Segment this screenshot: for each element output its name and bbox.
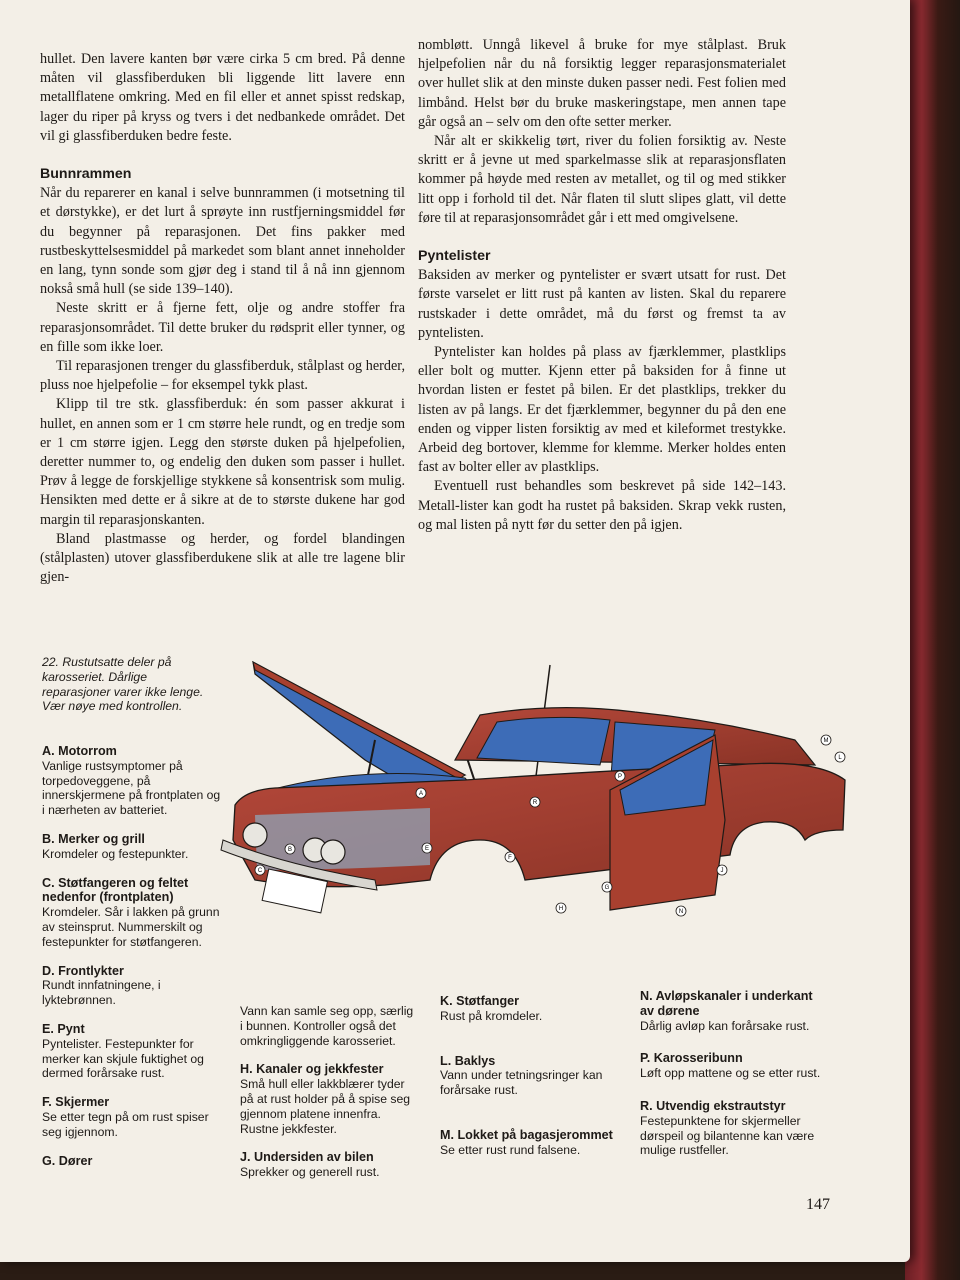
paragraph: Bland plastmasse og herder, og fordel blandingen (stålplasten) utover glassfiberdukene slik at alle tre lagene blir gjen-	[40, 530, 405, 586]
paragraph: Pyntelister kan holdes på plass av fjærklemmer, plastklips eller bolt og mutter. Kjenn etter på baksiden for å finne ut hvordan listen er festet på bilen. Er det plastklips, trekker du listen av på langs. Er det fjærklemmer, begynner du på den ene enden og vipper listen forsiktig av med et kileformet trestykke. Arbeid deg bortover, klemme for klemme. Merker holdes enten fast av bolter eller av plastklips.	[418, 344, 786, 476]
svg-text:B: B	[287, 847, 293, 853]
paragraph: Når alt er skikkelig tørt, river du folien forsiktig av. Neste skritt er å jevne ut med sparkelmasse slik at reparasjonsflaten kommer på høyde med resten av metallet, og til og med stikker litt opp i forhold til det. Når flaten til slutt slipes glatt, vil dette føre til at reparasjonsområdet går i ett med omgivelsene.	[418, 133, 786, 226]
label-p: P. Karosseribunn Løft opp mattene og se etter rust.	[640, 1051, 821, 1081]
paragraph: nombløtt. Unngå likevel å bruke for mye stålplast. Bruk hjelpefolien når du nå forsiktig legger reparasjonsmaterialet over hullet slik at den minste duken passer nedi. Fest folien med limbånd. Helst bør du bruke maskeringstape, men annen tape går også an – selv om den ofte setter merker.	[418, 37, 786, 130]
label-d: D. Frontlykter Rundt innfatningene, i lyktebrønnen.	[42, 963, 161, 1008]
svg-text:M: M	[823, 738, 829, 744]
label-e: E. Pynt Pyntelister. Festepunkter for merker kan skjule fuktighet og dermed forårsake rust.	[42, 1021, 204, 1081]
svg-text:A: A	[418, 791, 424, 797]
windscreen	[477, 717, 610, 765]
label-c: C. Støtfangeren og feltet nedenfor (frontplaten) Kromdeler. Sår i lakken på grunn av steinsprut. Nummerskilt og festepunkter for støtfangeren.	[42, 875, 220, 949]
label-f: F. Skjermer Se etter tegn på om rust spiser seg igjennom.	[42, 1095, 209, 1139]
label-m: M. Lokket på bagasjerommet Se etter rust rund falsene.	[440, 1127, 613, 1157]
paragraph: Klipp til tre stk. glassfiberduk: én som passer akkurat i hullet, en annen som er 1 cm større hele rundt, og en tredje som er 1 cm større igjen. Legg den største duken på hjelpefolien, deretter nummer to, og endelig den duken som passer i hullet. Prøv å legge de forskjellige stykkene så konsentrisk som mulig. Hensikten med dette er å sikre at de to største dukene har god margin til reparasjonskanten.	[40, 396, 405, 528]
label-l: L. Baklys Vann under tetningsringer kan forårsake rust.	[440, 1053, 603, 1098]
label-h: H. Kanaler og jekkfester Små hull eller lakkblærer tyder på at rust holder på å spise seg gjennom platene innenfra. Rustne jekkfester.	[240, 1062, 411, 1136]
figure-caption: 22. Rustutsatte deler på karosseriet. Dårlige reparasjoner varer ikke lenge. Vær nøye med kontrollen.	[42, 655, 204, 714]
labels-column-2	[240, 1004, 415, 1194]
book-cover-edge	[905, 0, 960, 1280]
section-heading-bunnrammen: Bunnrammen	[40, 166, 132, 183]
right-text-column	[418, 36, 786, 535]
label-g-title: G. Dører	[42, 1153, 93, 1168]
paragraph: Baksiden av merker og pyntelister er svært utsatt for rust. Det første varselet er litt rust på kanten av listen. Skal du reparere rustskader i dette området, må du først og fremst ta av pyntelisten.	[418, 267, 786, 341]
label-n: N. Avløpskanaler i underkant av dørene Dårlig avløp kan forårsake rust.	[640, 989, 813, 1033]
paragraph: Når du reparerer en kanal i selve bunnrammen (i motsetning til et dørstykke), er det lurt å sprøyte inn rustfjerningsmiddel før du begynner på reparasjonen. Det fins pakker med rustbeskyttelsesmiddel på markedet som blant annet inneholder en lang, tynn sonde som gjør deg i stand til å nå inn gjennom nokså små hull (se side 139–140).	[40, 185, 405, 298]
headlight-icon	[321, 840, 345, 864]
svg-text:R: R	[532, 800, 538, 806]
label-r: R. Utvendig ekstrautstyr Festepunktene for skjermeller dørspeil og bilantenne kan være mulige rustfeller.	[640, 1098, 815, 1158]
label-g-text: Vann kan samle seg opp, særlig i bunnen. Kontroller også det omkringliggende karosseriet.	[240, 1004, 414, 1048]
paragraph: Eventuell rust behandles som beskrevet på side 142–143. Metall-lister kan godt ha rustet på baksiden. Skrap vekk rusten, og mal listen på nytt før du setter den på igjen.	[418, 478, 786, 533]
section-heading-pyntelister: Pyntelister	[418, 248, 491, 265]
label-b: B. Merker og grill Kromdeler og festepunkter.	[42, 831, 189, 861]
svg-text:E: E	[424, 846, 430, 852]
label-a: A. Motorrom Vanlige rustsymptomer på torpedoveggene, på innerskjermene på frontplaten og i nærheten av batteriet.	[42, 744, 221, 818]
label-k: K. Støtfanger Rust på kromdeler.	[440, 994, 543, 1023]
left-text-column	[40, 50, 405, 587]
headlight-icon	[243, 823, 267, 847]
paragraph: hullet. Den lavere kanten bør være cirka 5 cm bred. På denne måten vil glassfiberduken bli liggende litt lavere enn metallflatene omkring. Med en fil eller et annet spisst redskap, lager du riper på kryss og tvers i det nedbankede området. Det vil gi glassfiberduken bedre feste.	[40, 51, 405, 144]
svg-text:N: N	[678, 909, 684, 915]
svg-text:P: P	[617, 774, 623, 780]
svg-text:L: L	[838, 755, 842, 761]
paragraph: Til reparasjonen trenger du glassfiberduk, stålplast og herder, pluss noe hjelpefolie – for eksempel tykk plast.	[40, 358, 405, 394]
svg-text:J: J	[720, 868, 724, 874]
svg-text:G: G	[604, 885, 610, 891]
labels-column-4	[640, 989, 825, 1172]
label-j: J. Undersiden av bilen Sprekker og generell rust.	[240, 1150, 380, 1180]
svg-text:F: F	[508, 855, 512, 861]
car-rust-illustration	[215, 640, 870, 940]
svg-text:C: C	[257, 868, 263, 874]
bonnet-edge	[253, 662, 465, 779]
paragraph: Neste skritt er å fjerne fett, olje og andre stoffer fra reparasjonsområdet. Til dette bruker du rødsprit eller tynner, og en fille som ikke loer.	[40, 300, 405, 355]
page-number: 147	[806, 1196, 830, 1213]
labels-column-3	[440, 994, 615, 1172]
svg-text:H: H	[558, 906, 564, 912]
labels-column-1	[42, 744, 222, 1182]
